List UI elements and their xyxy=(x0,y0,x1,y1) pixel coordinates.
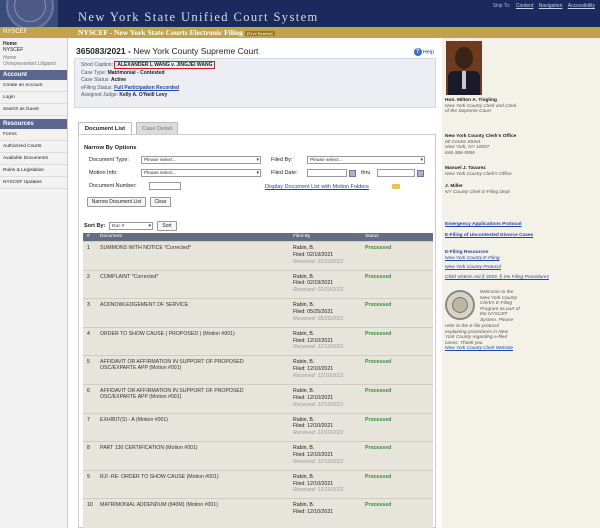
filer-name: Rabin, B. xyxy=(293,388,315,394)
welcome-line-6: System. Please xyxy=(480,317,514,323)
doc-type-select[interactable] xyxy=(141,156,261,164)
doc-title-line-1: ACKNOWLEDGEMENT OF SERVICE xyxy=(100,302,189,309)
status-badge: Processed xyxy=(365,388,392,394)
filed-date-from-input[interactable] xyxy=(307,169,347,177)
received-date: Received: 02/23/2021 xyxy=(293,287,344,294)
status-badge: Processed xyxy=(365,330,392,337)
filed-by-label: Filed By: xyxy=(271,157,293,163)
filed-date-to-input[interactable] xyxy=(377,169,415,177)
nav-forms[interactable]: Forms xyxy=(0,129,67,141)
nav-authorized-courts[interactable]: Authorized Courts xyxy=(0,141,67,153)
calendar-icon[interactable] xyxy=(349,170,356,177)
contact-3-role: NY County Clerk E-Filing Dept xyxy=(445,189,510,195)
page-title xyxy=(76,46,258,56)
contact-2-name: Manuel J. Tavarez xyxy=(445,166,486,171)
sidebar-links xyxy=(445,222,597,238)
nav-available-documents[interactable]: Available Documents xyxy=(0,153,67,165)
motion-info-select[interactable] xyxy=(141,169,261,177)
doc-number: 9 xyxy=(87,473,90,480)
site-title: New York State Unified Court System xyxy=(78,10,319,24)
status-badge: Processed xyxy=(365,302,392,309)
skip-accessibility-link[interactable]: Accessibility xyxy=(567,3,595,9)
narrow-by-title: Narrow By Options xyxy=(84,145,137,151)
caption-label: Short Caption: xyxy=(81,62,113,68)
clerk-photo xyxy=(446,41,482,95)
filed-date-label: Filed Date: xyxy=(271,170,298,176)
status-badge: Processed xyxy=(365,273,392,280)
skip-links xyxy=(489,3,595,9)
received-date: Received: 05/25/2021 xyxy=(293,315,344,322)
table-row[interactable] xyxy=(83,498,433,527)
case-info-box xyxy=(74,58,436,108)
doc-number: 7 xyxy=(87,416,90,423)
clerk-office xyxy=(445,134,597,156)
filed-by-value: Please select... xyxy=(310,158,343,163)
document-list-panel xyxy=(78,134,436,528)
nav-nyscef-label: NYSCEF xyxy=(3,47,24,53)
resource-link-3[interactable]: Child Victims Act § 3019, § 1% Filing Procedures xyxy=(445,274,549,280)
efiling-resources xyxy=(445,250,597,280)
received-date: Received: 02/23/2021 xyxy=(293,258,344,265)
nav-home-block xyxy=(0,38,67,67)
clear-button[interactable]: Clear xyxy=(150,197,171,207)
case-type-label: Case Type: xyxy=(81,69,107,76)
welcome-line-9: York County regarding e-filed xyxy=(445,335,508,341)
doc-title-line-1: AFFIDAVIT OR AFFIRMATION IN SUPPORT OF PROPOSED xyxy=(100,359,244,366)
sub-banner xyxy=(0,27,600,38)
doc-number: 5 xyxy=(87,359,90,366)
resource-link-2[interactable]: New York County Protocol xyxy=(445,265,501,271)
welcome-line-10: cases. Thank you xyxy=(445,340,483,346)
clerk-name: Hon. Milton A. Tingling xyxy=(445,98,497,103)
filed-date: Filed: 12/10/2021 xyxy=(293,394,334,401)
doc-title-line-1: RJI -RE: ORDER TO SHOW CAUSE (Motion #001) xyxy=(100,473,219,480)
table-row[interactable] xyxy=(83,298,433,327)
nav-create-account[interactable]: Create an Account xyxy=(0,80,67,92)
office-address-2: New York, NY 10007 xyxy=(445,145,490,151)
resource-link-1[interactable]: New York County E-Filing xyxy=(445,255,500,261)
chevron-down-icon: ▾ xyxy=(420,157,423,163)
short-caption: ALEXANDER L WANG v. JINGJEI WANG xyxy=(114,61,215,69)
filer-name: Rabin, B. xyxy=(293,502,315,509)
doc-title-line-2: OSC/EXPARTE APP (Motion #001) xyxy=(100,394,182,400)
status-badge: Processed xyxy=(365,245,392,251)
doc-title-line-1: AFFIDAVIT OR AFFIRMATION IN SUPPORT OF PROPOSED xyxy=(100,388,244,394)
welcome-line-1: Welcome to the xyxy=(480,290,514,295)
received-date: Received: 12/10/2021 xyxy=(293,458,344,465)
doc-number: 2 xyxy=(87,273,90,280)
welcome-line-2: New York County xyxy=(480,295,517,301)
nav-rules-legislation[interactable]: Rules & Legislation xyxy=(0,165,67,177)
chevron-down-icon: ▾ xyxy=(256,170,259,176)
doc-number: 3 xyxy=(87,302,90,309)
case-type: Matrimonial - Contested xyxy=(107,69,165,76)
filed-date: Filed: 05/25/2021 xyxy=(293,308,334,315)
doc-title-line-2: OSC/EXPARTE APP (Motion #001) xyxy=(100,365,182,372)
county-seal-icon xyxy=(445,290,475,320)
welcome-text-bottom xyxy=(445,324,597,352)
clerk-role-1: New York County Clerk and Clerk xyxy=(445,103,517,109)
doc-title-line-1: ORDER TO SHOW CAUSE ( PROPOSED ) (Motion #001) xyxy=(100,330,235,337)
nav-home2-link[interactable]: Home xyxy=(3,55,17,61)
doc-number: 4 xyxy=(87,330,90,337)
resources-title: E-Filing Resources xyxy=(445,250,489,255)
filer-name: Rabin, B. xyxy=(293,445,315,452)
narrow-list-button[interactable]: Narrow Document List xyxy=(87,197,146,207)
table-row[interactable] xyxy=(83,441,433,470)
nyscef-label: NYSCEF xyxy=(3,29,28,35)
uncontested-divorce-link[interactable]: E-Filing of Uncontested Divorce Cases xyxy=(445,232,534,238)
nav-home-link[interactable]: Home xyxy=(3,41,17,47)
welcome-line-3: Clerk's E-Filing xyxy=(480,301,513,307)
contact-2-role: New York County Clerk's Office xyxy=(445,171,512,177)
received-date: Received: 12/10/2021 xyxy=(293,372,344,379)
filed-date: Filed: 12/10/2021 xyxy=(293,366,334,373)
filer-name: Rabin, B. xyxy=(293,245,315,251)
filer-name: Rabin, B. xyxy=(293,416,315,423)
nav-unrepresented-link[interactable]: Unrepresented Litigants xyxy=(3,61,57,67)
nav-login[interactable]: Login xyxy=(0,92,67,104)
subbar-title-text: - New York State Courts Electronic Filing xyxy=(109,28,243,37)
filed-by-select[interactable] xyxy=(307,156,425,164)
table-header xyxy=(83,233,433,241)
contact-3 xyxy=(445,184,597,195)
display-motion-folders-link[interactable]: Display Document List with Motion Folders xyxy=(265,184,369,190)
status-badge: Processed xyxy=(365,359,392,366)
doc-type-label: Document Type: xyxy=(89,157,129,163)
assigned-judge: Kelly A. O'Neill Levy xyxy=(119,92,168,99)
table-row[interactable] xyxy=(83,384,433,413)
efiling-label: eFiling Status: xyxy=(81,84,113,91)
chevron-down-icon: ▾ xyxy=(148,223,151,229)
office-address-1: 60 Centre Street xyxy=(445,139,481,145)
table-row[interactable] xyxy=(83,241,433,270)
chevron-down-icon: ▾ xyxy=(256,157,259,163)
filer-name: Rabin, B. xyxy=(293,273,315,280)
tab-case-detail[interactable]: Case Detail xyxy=(136,122,178,134)
main-content xyxy=(74,42,438,528)
table-row[interactable] xyxy=(83,327,433,356)
received-date: Received: 12/10/2021 xyxy=(293,401,344,408)
help-label: Help xyxy=(422,49,434,56)
table-row[interactable] xyxy=(83,470,433,499)
col-document-header: Document xyxy=(100,234,122,239)
filer-name: Rabin, B. xyxy=(293,302,315,309)
col-status-header: Status xyxy=(365,234,379,239)
welcome-line-4: Program as part of xyxy=(480,306,520,312)
nav-section-resources: Resources xyxy=(0,119,67,129)
welcome-line-8: explaining procedures in New xyxy=(445,329,508,335)
clerk-info xyxy=(445,98,597,115)
filed-date: Filed: 12/10/2021 xyxy=(293,423,334,430)
nav-search-guest[interactable]: Search as Guest xyxy=(0,104,67,116)
nyscef-word: NYSCEF xyxy=(78,28,108,37)
doc-type-value: Please select... xyxy=(144,158,177,163)
court-name: New York County Supreme Court xyxy=(133,46,259,56)
site-header xyxy=(0,0,600,38)
nav-section-account: Account xyxy=(0,70,67,80)
doc-title-line-1: EXHIBIT(S) - A (Motion #001) xyxy=(100,416,169,423)
status-badge: Processed xyxy=(365,445,392,452)
help-link[interactable] xyxy=(414,48,434,56)
doc-title-line-1: SUMMONS WITH NOTICE *Corrected* xyxy=(100,245,192,251)
doc-title-line-1: MATRIMONIAL ADDENDUM (840M) (Motion #001) xyxy=(100,502,218,509)
filer-name: Rabin, B. xyxy=(293,359,315,366)
office-phone: 646-386-5956 xyxy=(445,150,475,156)
county-clerk-website-link[interactable]: New York County Clerk Website xyxy=(445,346,514,352)
motion-info-label: Motion Info: xyxy=(89,170,118,176)
left-nav xyxy=(0,38,68,528)
sort-by-value: Doc # xyxy=(112,224,125,229)
doc-number-label: Document Number: xyxy=(89,183,137,189)
doc-number: 6 xyxy=(87,388,90,394)
case-index: 365083/2021 - xyxy=(76,46,131,56)
sort-by-label: Sort By: xyxy=(84,223,106,229)
doc-number: 1 xyxy=(87,245,90,251)
case-status: Active xyxy=(111,77,127,84)
contact-3-name: J. Miller xyxy=(445,184,463,189)
status-badge: Processed xyxy=(365,416,392,423)
clerk-role-2: of the Supreme Court xyxy=(445,109,491,115)
court-seal-icon xyxy=(0,0,58,27)
doc-number: 10 xyxy=(87,502,93,509)
right-sidebar xyxy=(442,38,600,528)
filed-date: Filed: 12/10/2021 xyxy=(293,451,334,458)
doc-number: 8 xyxy=(87,445,90,452)
emergency-protocol-link[interactable]: Emergency Applications Protocol xyxy=(445,222,522,227)
doc-title-line-1: COMPLAINT *Corrected* xyxy=(100,273,159,280)
document-table xyxy=(83,233,433,528)
contact-2 xyxy=(445,166,597,177)
sort-button[interactable]: Sort xyxy=(157,221,177,231)
table-row[interactable] xyxy=(83,355,433,384)
col-number-header: # xyxy=(87,234,90,239)
nav-nyscef-updates[interactable]: NYSCEF Updates xyxy=(0,177,67,189)
filed-date: Filed: 12/10/2021 xyxy=(293,509,334,516)
efiling-status-link[interactable]: Full Participation Recorded xyxy=(114,84,180,91)
table-row[interactable] xyxy=(83,413,433,442)
table-row[interactable] xyxy=(83,270,433,299)
thru-label: thru xyxy=(361,170,371,176)
subbar-title xyxy=(78,28,275,37)
case-status-label: Case Status: xyxy=(81,77,110,84)
filer-name: Rabin, B. xyxy=(293,473,315,480)
welcome-line-5: the NYSCEF xyxy=(480,312,508,318)
received-date: Received: 12/10/2021 xyxy=(293,344,344,351)
filed-date: Filed: 02/19/2021 xyxy=(293,280,334,287)
tab-document-list[interactable]: Document List xyxy=(78,122,132,134)
welcome-line-7: refer to the E-file protocol xyxy=(445,324,499,329)
filer-name: Rabin, B. xyxy=(293,330,315,337)
doc-number-input[interactable] xyxy=(149,182,181,190)
skip-to-label: Skip To: xyxy=(492,3,511,9)
filed-date: Filed: 12/10/2021 xyxy=(293,337,334,344)
office-name: New York County Clerk's Office xyxy=(445,134,517,139)
filed-date: Filed: 02/19/2021 xyxy=(293,251,334,258)
welcome-text-right xyxy=(480,290,596,324)
help-icon: ? xyxy=(414,48,422,56)
received-date: Received: 12/10/2021 xyxy=(293,430,344,437)
filed-date: Filed: 12/10/2021 xyxy=(293,480,334,487)
live-system-badge: (Live System) xyxy=(246,31,273,36)
motion-info-value: Please select... xyxy=(144,171,177,176)
skip-content-link[interactable]: Content xyxy=(515,3,534,9)
folder-icon xyxy=(392,184,400,189)
received-date: Received: 12/10/2021 xyxy=(293,487,344,494)
status-badge: Processed xyxy=(365,473,392,480)
skip-navigation-link[interactable]: Navigation xyxy=(538,3,563,9)
col-filed-by-header: Filed By xyxy=(293,234,311,239)
judge-label: Assigned Judge: xyxy=(81,92,118,99)
status-badge: Processed xyxy=(365,502,392,509)
calendar-icon[interactable] xyxy=(417,170,424,177)
sort-by-select[interactable] xyxy=(109,222,153,230)
doc-title-line-1: PART 130 CERTIFICATION (Motion #001) xyxy=(100,445,198,452)
